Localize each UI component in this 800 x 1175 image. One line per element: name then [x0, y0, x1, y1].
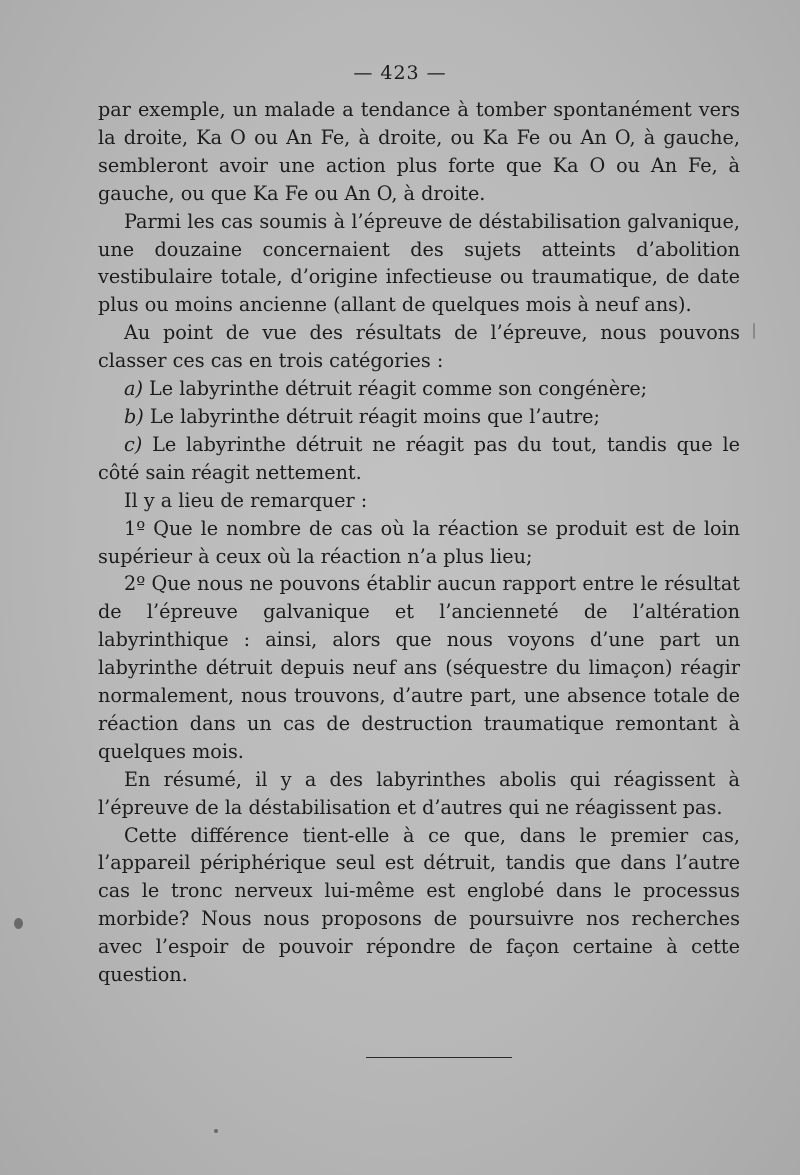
list-item-text: Le labyrinthe détruit réagit moins que l’autre; [143, 404, 600, 428]
paragraph: 1º Que le nombre de cas où la réaction se produit est de loin supérieur à ceux où la réaction n’a plus lieu; [98, 516, 740, 568]
list-item [98, 375, 740, 403]
list-item-text: Le labyrinthe détruit ne réagit pas du tout, tandis que le côté sain réagit nettement. [98, 432, 740, 484]
paragraph: par exemple, un malade a tendance à tomber spontanément vers la droite, Ka O ou An Fe, à droite, ou Ka Fe ou An O, à gauche, sembleront avoir une action plus forte que Ka O ou An Fe, à gauche, ou que Ka Fe ou An O, à droite. [98, 98, 740, 205]
paragraph: Cette différence tient-elle à ce que, dans le premier cas, l’appareil périphérique seul est détruit, tandis que dans l’autre cas le tronc nerveux lui-même est englobé dans le processus morbide? Nous nous proposons de poursuivre nos recherches avec l’espoir de pouvoir répondre de façon certaine à cette question. [98, 823, 740, 987]
list-marker: b) [124, 404, 144, 428]
list-item-text: Le labyrinthe détruit réagit comme son congénère; [142, 377, 648, 401]
list-item [98, 403, 740, 431]
end-rule [366, 1057, 512, 1058]
list-marker: a) [124, 377, 143, 401]
paragraph: Il y a lieu de remarquer : [124, 488, 368, 512]
paragraph: Au point de vue des résultats de l’épreuve, nous pouvons classer ces cas en trois catégories : [98, 321, 740, 373]
paper-speck [214, 1129, 218, 1133]
paragraph: 2º Que nous ne pouvons établir aucun rapport entre le résultat de l’épreuve galvanique et l’ancienneté de l’altération labyrinthique : ainsi, alors que nous voyons d’une part un labyrinthe détruit depuis neuf ans (séquestre du limaçon) réagir normalement, nous trouvons, d’autre part, une absence totale de réaction dans un cas de destruction traumatique remontant à quelques mois. [98, 572, 740, 763]
paper-speck [753, 323, 755, 339]
paragraph: Parmi les cas soumis à l’épreuve de déstabilisation galvanique, une douzaine concernaient des sujets atteints d’abolition vestibulaire totale, d’origine infectieuse ou traumatique, de date plus ou moins ancienne (allant de quelques mois à neuf ans). [98, 209, 740, 317]
body-text [98, 96, 740, 989]
paper-speck [14, 918, 23, 929]
list-item [98, 431, 740, 487]
page-number: — 423 — [353, 62, 447, 84]
list-marker: c) [124, 432, 143, 456]
paragraph: En résumé, il y a des labyrinthes abolis qui réagissent à l’épreuve de la déstabilisation et d’autres qui ne réagissent pas. [98, 767, 740, 819]
